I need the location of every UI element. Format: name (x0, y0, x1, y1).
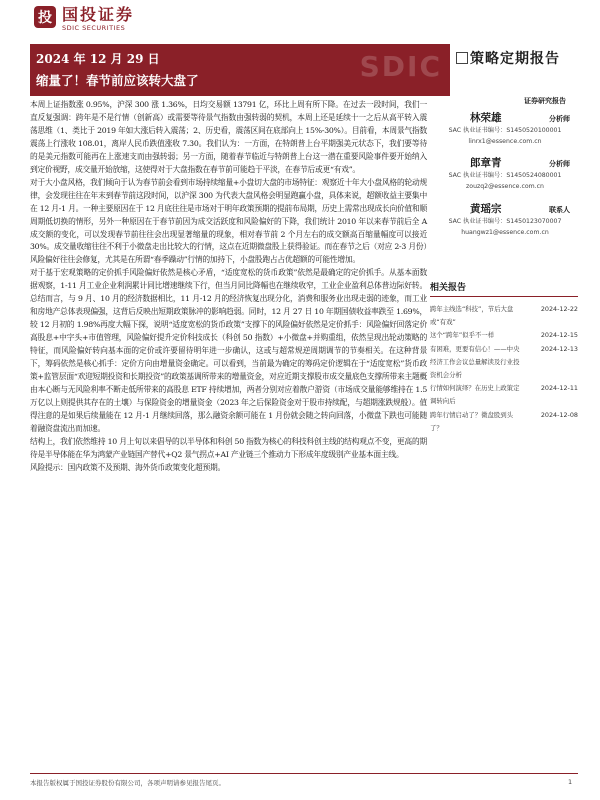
related-report-item[interactable] (430, 303, 578, 329)
analyst-cert: SAC 执业证书编号：S1450524080001 (448, 172, 562, 179)
related-report-title: 跨年主线选“科技”，节后大盘或“有戏” (430, 305, 514, 327)
title-banner (30, 44, 450, 96)
analyst-cert: SAC 执业证书编号：S1450123070007 (448, 218, 562, 225)
related-reports-title: 相关报告 (430, 280, 578, 297)
analyst-name: 林荣雄 (470, 112, 502, 124)
analyst-3 (440, 201, 570, 238)
analyst-role: 分析师 (549, 160, 570, 168)
body-paragraph: 对于大小盘风格，我们倾向于认为春节前会看到市场持续缩量+小盘切大盘的市场特征：观察近十年大小盘风格的轮动规律，会发现往往在年末到春节前这段时间，以沪深 300 为代表大盘风格会明显跑赢小盘，具体来说，超额收益主要集中在 12 月-1 月。一种主要原因在于 12 月底往往是市场对于明年政策预期的提前布局期，历史上需常出现成长向价值和顺周期低切换的情形，另外一种原因在于春节前因为成交活跃度和风险偏好的下降，我们统计 2010 年以来春节前后全 A 成交额的变化，可以发现春节前往往会出现显著缩量的现象，相对春节前 2 个月左右的成交额高百缩量幅度可以接近 30%。成交量收缩往往不利于小微盘走出比较大的行情，这点在近期微盘股上获得验证。而在春节之后（对应 2-3 月份）风险偏好往往会修复，尤其是在所谓“春季躁动”行情的加持下，小盘股跑占占优超额的可能性增加。 (30, 177, 427, 265)
related-report-title: 有困难，更要有信心！——中央经济工作会议总量解读及行业投资机会分析 (430, 344, 520, 380)
department-label: 证券研究报告 (524, 97, 566, 105)
analyst-role: 联系人 (549, 206, 570, 214)
analyst-name: 黄瑶宗 (470, 203, 502, 215)
related-report-title: 跨年行情启动了？微盘股到头了？ (430, 410, 514, 432)
report-title: 缩量了！春节前应该转大盘了 (36, 73, 199, 88)
report-type-label: 策略定期报告 (470, 51, 560, 67)
report-type-icon (456, 52, 468, 64)
related-report-item[interactable] (430, 382, 578, 408)
related-report-date: 2024-12-13 (540, 344, 578, 353)
analyst-email: linrx1@essence.com.cn (468, 138, 542, 145)
logo-en: SDIC SECURITIES (62, 24, 126, 32)
footer-disclaimer: 本报告版权属于国投证券股份有限公司，各项声明请参见报告尾页。 (30, 779, 225, 787)
body-paragraph: 对于基于宏观策略的定价抓手风险偏好依然是核心矛盾，“适度宽松的货币政策”依然是最确定的定价抓手。从基本面数据观察，1-11 月工业企业利润累计同比增速继续下行，但当月同比降幅也在继续收窄，工业企业盈利总体普边际好转。总结而言，与 9 月、10 月的经济数据相比，11 月-12 月的经济恢复出现分化，消费和服务业出现走弱的迹象，而工业和房地产总体表现偏强，这背后反映出短期政策脉冲的影响趋弱。同时，12 月 27 日 10 年期国债收益率跌至 1.69%，较 12 月初的 1.98%再度大幅下探，说明“适度宽松的货币政策”支撑下的风险偏好依然是定价抓手：风险偏好回落定价高股息+中字头+市值管理，风险偏好提升定价科技成长（科创 50 指数）+小微盘+并购重组，依然呈现出轮动策略的特征，而风险偏好转向基本面的定价或许要留待明年进一步确认，这或与超常规逆周期调节的节奏相关。在这种背景下，筹码依然是核心抓手：定价方向由增量资金确定。可以看到，当前最为确定的筹码定价逻辑在于“适度宽松”货币政策+监管层面“欢迎短期投资和长期投资”的政策基调所带来的增量资金，对应近期支撑股市成交量底色支撑所带来主题概由本心断与无风险利率不断走低所带来的高股息 ETF 持续增加，两者分别对应着散户游资（市场成交量能够维持在 1.5 万亿以上则提供其存在的土壤）与保险资金的增量资金（2023 年之后保险资金对于股市持续配，与超期涨跌规般）。值得注意的是如果后续量能在 12 月-1 月继续回落，那么融资余额可能在 1 月份就会随之转向回落，小微盘下跌也可能随着融资盘流出而加速。 (30, 268, 427, 433)
body-paragraph: 结构上，我们依然维持 10 月上旬以来倡导的以半导体和科创 50 指数为核心的科技科创主线的结构观点不变，更高的期待是半导体能在华为鸿蒙产业链国产替代+Q2 景气拐点+AI 产业链三个推动力下形成年度级别产业基本面主线。 (30, 436, 427, 459)
related-report-title: 行情如何演绎？在历史上政策定调转向后 (430, 384, 520, 406)
report-type (456, 48, 560, 68)
analyst-2 (440, 155, 570, 192)
related-report-item[interactable] (430, 343, 578, 383)
analyst-cert: SAC 执业证书编号：S1450520100001 (448, 127, 562, 134)
footer-divider (30, 773, 578, 774)
analyst-email: zouzq2@essence.com.cn (466, 183, 544, 190)
report-body (30, 99, 427, 475)
analyst-name: 郎章青 (470, 157, 502, 169)
related-report-date: 2024-12-08 (540, 410, 578, 419)
report-date: 2024 年 12 月 29 日 (36, 52, 160, 66)
page-number: 1 (568, 778, 573, 786)
analyst-1 (440, 110, 570, 147)
related-report-date: 2024-12-22 (540, 305, 578, 313)
body-paragraph: 本周上证指数涨 0.95%，沪深 300 涨 1.36%，日均交易额 13791 亿，环比上周有所下降。在过去一段时间，我们一直反复强调：跨年是不是行情（创新高）或需要等待景气指数由强转弱的契机，本周上还是延续十一之后从高平转入震荡思维（1、类比于 2019 年如大涨后转入震荡；2、历史看，震荡区间在底部向上 15%-30%）。目前看，本周景气指数震荡上行涨收 108.01，离岸人民币跌值涨收 7.30。我们认为：一方面，在特朗普上台平期强美元状态下，我们要等待的是美元指数可能再在上涨速支而由强转弱；另一方面，随着春节临近与特朗普上台这一潜在重要风险事件要开始纳入到定价视野，成交量开始放缩，这使得对于大盘指数在春节前可能趋于平淡，在春节后或更“有戏”。 (30, 100, 427, 174)
logo-mark-icon: 投 (34, 6, 56, 28)
related-reports (430, 280, 578, 435)
risk-warning: 风险提示：国内政策不及预期、海外货币政策变化超预期。 (30, 462, 226, 472)
related-report-date: 2024-12-15 (540, 331, 578, 340)
logo-text (62, 6, 134, 32)
banner-watermark: SDIC (359, 50, 442, 83)
analyst-email: huangwz1@essence.com.cn (461, 229, 549, 236)
logo-cn: 国投证券 (62, 5, 135, 24)
related-report-date: 2024-12-11 (540, 384, 578, 393)
company-logo (34, 6, 134, 32)
related-report-item[interactable] (430, 329, 578, 342)
analyst-role: 分析师 (549, 115, 570, 123)
related-report-title: 这个“跨年”似乎不一样 (430, 331, 495, 340)
related-report-item[interactable] (430, 409, 578, 435)
